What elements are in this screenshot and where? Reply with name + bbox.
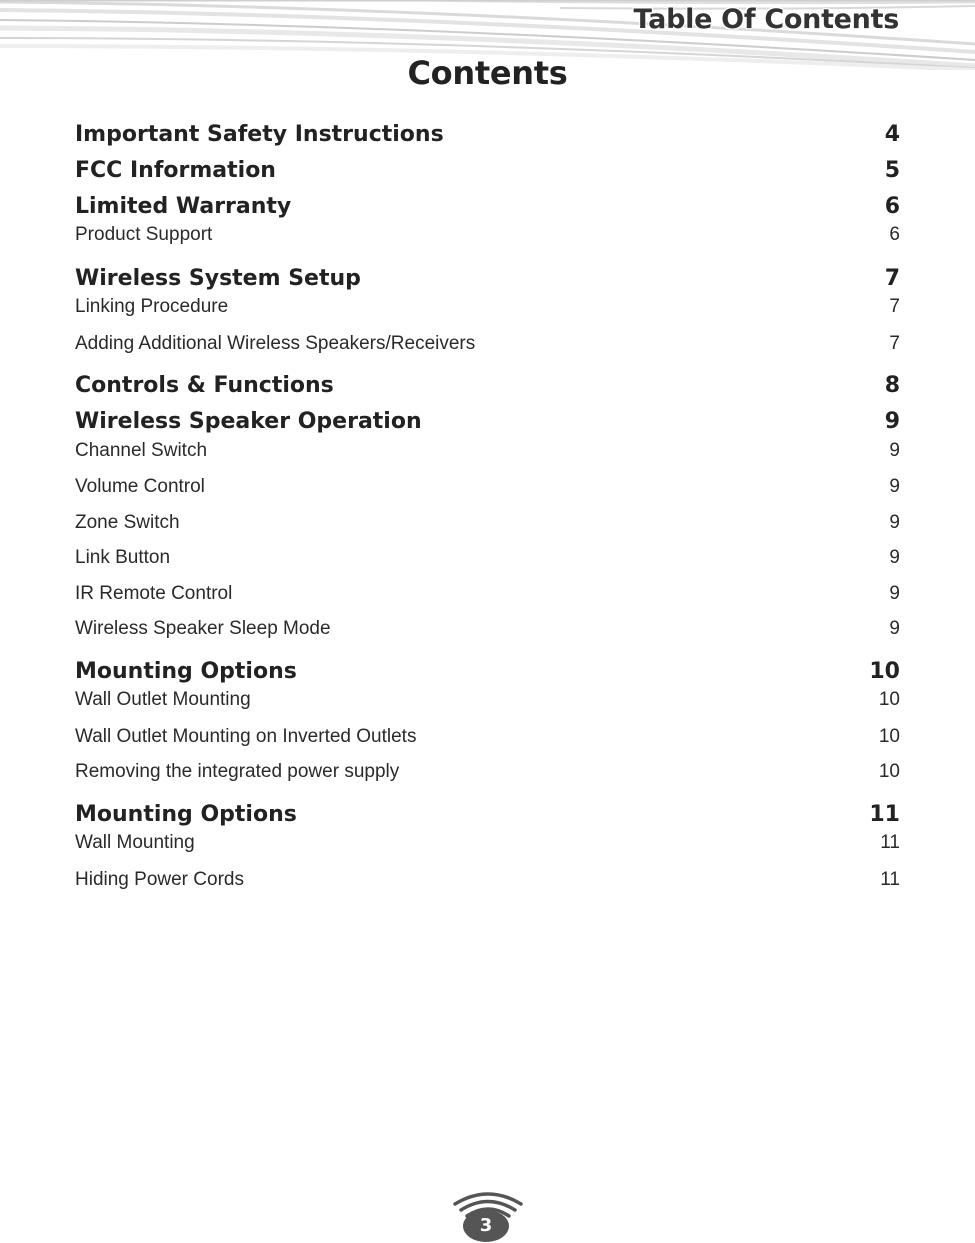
toc-subsection-row bbox=[75, 505, 900, 541]
toc-entry-page: 8 bbox=[884, 373, 900, 398]
toc-subsection-row bbox=[75, 470, 900, 506]
toc-entry-page: 7 bbox=[889, 332, 900, 354]
page-title: Contents bbox=[407, 54, 568, 92]
toc-entry-title: Wireless Speaker Sleep Mode bbox=[75, 618, 331, 640]
toc-subsection-row bbox=[75, 541, 900, 577]
toc-entry-title: Removing the integrated power supply bbox=[75, 761, 400, 783]
table-of-contents bbox=[75, 116, 900, 898]
toc-subsection-row bbox=[75, 224, 900, 254]
toc-entry-page: 7 bbox=[889, 296, 900, 317]
toc-entry-page: 10 bbox=[869, 658, 900, 684]
toc-section-row bbox=[75, 368, 900, 404]
toc-entry-page: 7 bbox=[884, 265, 900, 291]
toc-section-row bbox=[75, 653, 900, 689]
toc-entry-page: 9 bbox=[884, 409, 900, 434]
toc-subsection-row bbox=[75, 689, 900, 719]
toc-subsection-row bbox=[75, 862, 900, 898]
toc-entry-title: Important Safety Instructions bbox=[75, 121, 444, 147]
toc-entry-title: Link Button bbox=[75, 547, 171, 569]
toc-section-row bbox=[75, 404, 900, 440]
toc-section-row bbox=[75, 116, 900, 152]
toc-entry-title: Limited Warranty bbox=[75, 193, 292, 219]
toc-subsection-row bbox=[75, 755, 900, 791]
toc-subsection-row bbox=[75, 832, 900, 862]
page-number: 3 bbox=[479, 1215, 493, 1236]
toc-entry-title: Channel Switch bbox=[75, 439, 208, 461]
toc-entry-page: 9 bbox=[889, 582, 900, 604]
toc-entry-title: Wall Outlet Mounting bbox=[75, 689, 251, 710]
toc-entry-title: Hiding Power Cords bbox=[75, 868, 244, 890]
toc-subsection-row bbox=[75, 440, 900, 470]
section-title: Table Of Contents bbox=[633, 4, 899, 35]
toc-section-row bbox=[75, 188, 900, 224]
toc-entry-title: Mounting Options bbox=[75, 658, 297, 684]
toc-section-row bbox=[75, 260, 900, 296]
toc-entry-title: FCC Information bbox=[75, 157, 276, 183]
toc-entry-title: Adding Additional Wireless Speakers/Receivers bbox=[75, 332, 476, 354]
toc-entry-page: 11 bbox=[880, 832, 900, 853]
toc-entry-title: Wireless System Setup bbox=[75, 265, 361, 291]
toc-subsection-row bbox=[75, 576, 900, 612]
toc-section-row bbox=[75, 152, 900, 188]
toc-entry-page: 10 bbox=[878, 689, 900, 710]
toc-entry-title: Volume Control bbox=[75, 476, 205, 498]
toc-entry-page: 10 bbox=[878, 725, 900, 747]
toc-entry-title: Controls & Functions bbox=[75, 373, 334, 398]
toc-entry-title: IR Remote Control bbox=[75, 582, 233, 604]
toc-entry-page: 11 bbox=[880, 868, 900, 890]
toc-subsection-row bbox=[75, 612, 900, 648]
toc-subsection-row bbox=[75, 296, 900, 326]
toc-entry-page: 6 bbox=[884, 193, 900, 219]
toc-entry-title: Wall Outlet Mounting on Inverted Outlets bbox=[75, 725, 417, 747]
toc-subsection-row bbox=[75, 326, 900, 362]
toc-entry-page: 5 bbox=[884, 157, 900, 183]
toc-entry-title: Wall Mounting bbox=[75, 832, 195, 853]
toc-entry-title: Zone Switch bbox=[75, 511, 180, 533]
toc-entry-title: Linking Procedure bbox=[75, 296, 229, 317]
toc-entry-page: 10 bbox=[878, 761, 900, 783]
toc-entry-title: Wireless Speaker Operation bbox=[75, 409, 422, 434]
toc-entry-title: Mounting Options bbox=[75, 801, 297, 827]
toc-entry-page: 11 bbox=[869, 801, 900, 827]
toc-entry-page: 9 bbox=[889, 439, 900, 461]
toc-entry-page: 9 bbox=[889, 511, 900, 533]
toc-section-row bbox=[75, 796, 900, 832]
toc-entry-page: 9 bbox=[889, 547, 900, 569]
toc-entry-page: 6 bbox=[889, 224, 900, 245]
toc-subsection-row bbox=[75, 719, 900, 755]
toc-entry-page: 9 bbox=[889, 618, 900, 640]
toc-entry-page: 9 bbox=[889, 476, 900, 498]
toc-entry-page: 4 bbox=[884, 121, 900, 147]
toc-entry-title: Product Support bbox=[75, 224, 213, 245]
